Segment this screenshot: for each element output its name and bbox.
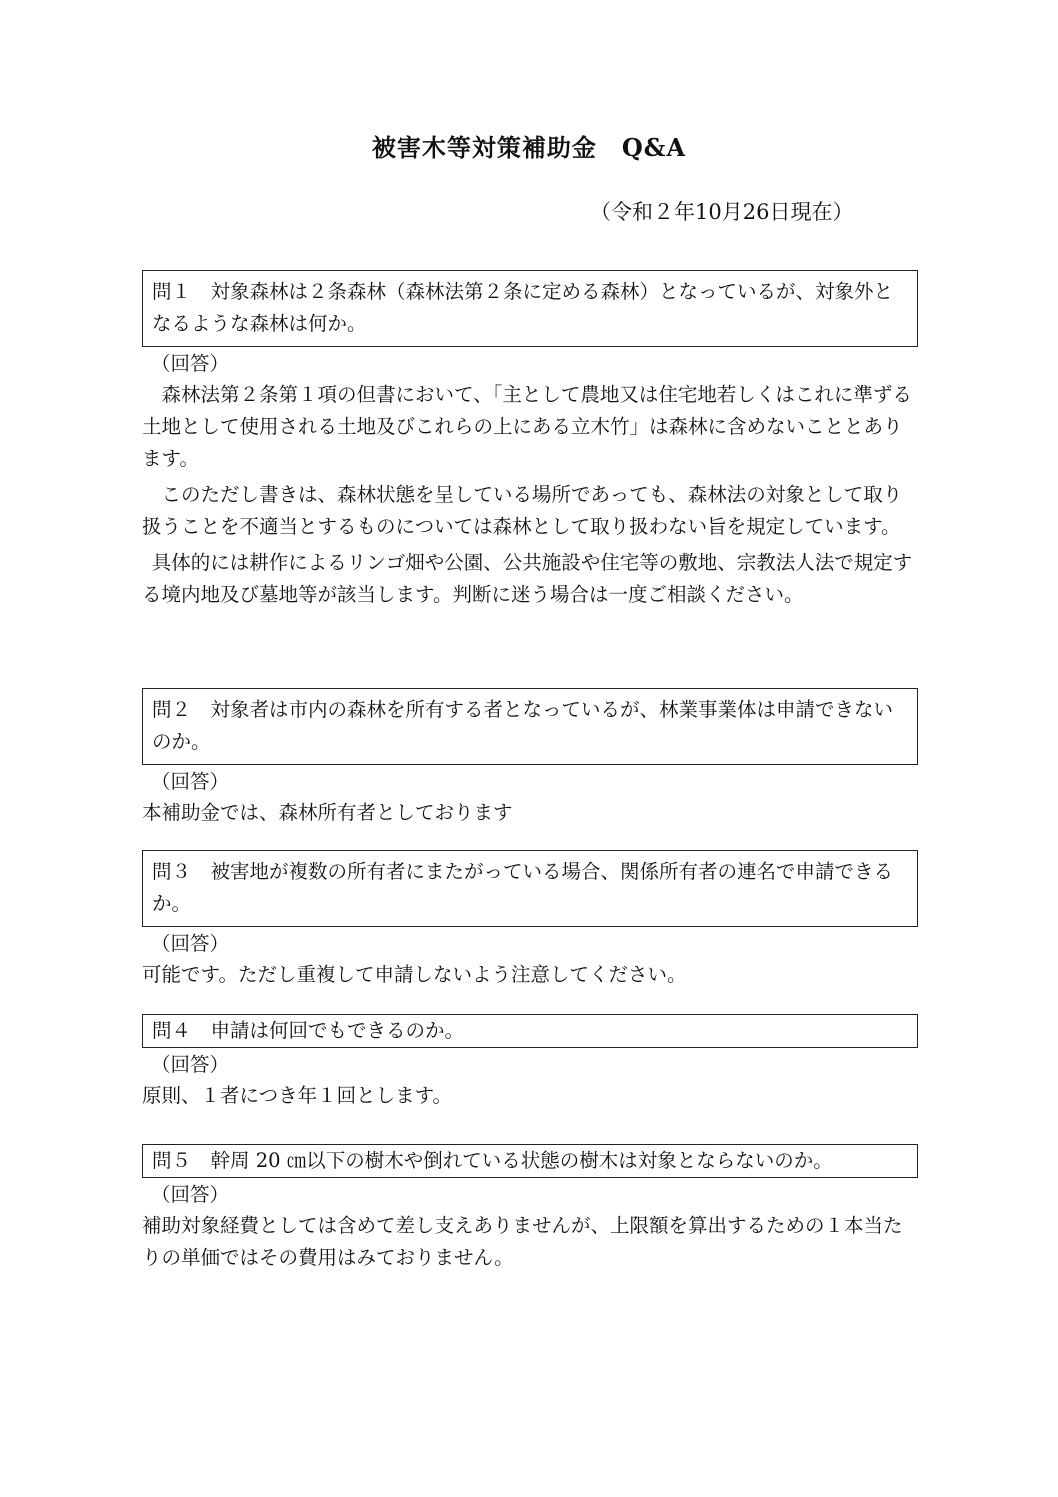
question-box: 問２ 対象者は市内の森林を所有する者となっているが、林業事業体は申請できないのか。: [142, 688, 918, 765]
document-date: （令和２年10月26日現在）: [590, 200, 854, 224]
qa-item-3: [142, 850, 918, 991]
qa-item-1: [142, 270, 918, 611]
answer-paragraph: 可能です。ただし重複して申請しないよう注意してください。: [142, 963, 687, 986]
answer-paragraph: 原則、１者につき年１回とします。: [142, 1084, 453, 1107]
question-box: 問１ 対象森林は２条森林（森林法第２条に定める森林）となっているが、対象外となるような森林は何か。: [142, 270, 918, 347]
answer-paragraph: このただし書きは、森林状態を呈している場所であっても、森林法の対象として取り扱うことを不適当とするものについては森林として取り扱わない旨を規定しています。: [142, 483, 903, 538]
question-box: 問５ 幹周 20 ㎝以下の樹木や倒れている状態の樹木は対象とならないのか。: [142, 1144, 918, 1178]
answer-label: （回答）: [151, 352, 230, 375]
qa-item-5: [142, 1144, 918, 1274]
answer-label: （回答）: [151, 932, 230, 955]
answer-paragraph: 具体的には耕作によるリンゴ畑や公園、公共施設や住宅等の敷地、宗教法人法で規定する境内地及び墓地等が該当します。判断に迷う場合は一度ご相談ください。: [142, 551, 913, 606]
answer-label: （回答）: [151, 1053, 230, 1076]
answer-paragraph: 補助対象経費としては含めて差し支えありませんが、上限額を算出するための１本当たりの単価ではその費用はみておりません。: [142, 1214, 903, 1269]
answer-label: （回答）: [151, 1183, 230, 1206]
question-box: 問３ 被害地が複数の所有者にまたがっている場合、関係所有者の連名で申請できるか。: [142, 850, 918, 927]
answer-label: （回答）: [151, 770, 230, 793]
question-box: 問４ 申請は何回でもできるのか。: [142, 1014, 918, 1048]
qa-item-2: [142, 688, 918, 829]
answer-paragraph: 森林法第２条第１項の但書において、「主として農地又は住宅地若しくはこれに準ずる土地として使用される土地及びこれらの上にある立木竹」は森林に含めないこととあります。: [142, 383, 912, 470]
answer-paragraph: 本補助金では、森林所有者としております: [142, 801, 513, 824]
qa-item-4: [142, 1014, 918, 1112]
document-title: 被害木等対策補助金 Q&A: [371, 133, 687, 162]
